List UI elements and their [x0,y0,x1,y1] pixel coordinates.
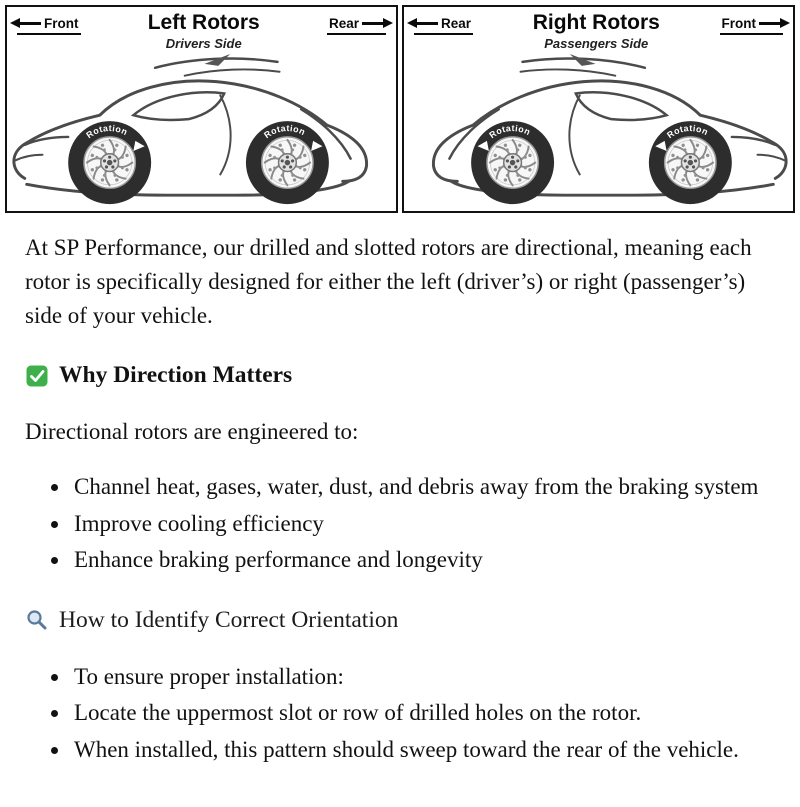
panel-title: Right Rotors [532,11,660,34]
front-direction-label [720,16,784,35]
arrow-right-icon [362,22,384,25]
left-rotors-panel [5,5,398,213]
engineered-lead-paragraph: Directional rotors are engineered to: [25,418,359,444]
left-car-illustration [7,52,396,210]
rear-direction-label [414,16,473,35]
right-panel-header [404,7,793,51]
intro-paragraph: At SP Performance, our drilled and slotted rotors are directional, meaning each rotor is specifically designed for either the left (driver’s) or right (passenger’s) side of your vehicle. [25,235,752,328]
section-heading-why-direction-matters [25,358,775,393]
rotor-diagram [0,0,800,215]
panel-subtitle: Drivers Side [165,36,242,52]
right-rotors-panel [402,5,795,213]
front-direction-label [17,16,81,35]
section-heading-text: Why Direction Matters [59,362,293,389]
rear-label-text: Rear [441,16,472,31]
section-heading-text: How to Identify Correct Orientation [59,607,399,634]
rear-label-text: Rear [328,16,359,31]
list-item: • Enhance braking performance and longevity [71,543,775,577]
front-label-text: Front [721,16,756,31]
right-panel-title-stack [533,12,660,51]
list-item: • Improve cooling efficiency [71,507,775,541]
panel-title: Left Rotors [147,11,260,34]
section-heading-identify-orientation [25,603,775,638]
left-panel-title-stack [148,12,260,51]
list-item: • Locate the uppermost slot or row of drilled holes on the rotor. [71,696,775,730]
left-panel-header [7,7,396,51]
rear-direction-label [327,16,386,35]
arrow-left-icon [19,22,41,25]
panel-subtitle: Passengers Side [544,36,649,52]
list-item: • When installed, this pattern should sweep toward the rear of the vehicle. [71,733,775,767]
arrow-left-icon [416,22,438,25]
list-item: • Channel heat, gases, water, dust, and debris away from the braking system [71,470,775,504]
why-direction-bullet-list [25,470,775,577]
right-car-illustration [404,52,793,210]
magnifier-icon [25,608,49,632]
check-icon [25,364,49,388]
identify-orientation-bullet-list [25,660,775,767]
arrow-right-icon [759,22,781,25]
article-content [0,215,800,807]
front-label-text: Front [44,16,79,31]
list-item: • To ensure proper installation: [71,660,775,694]
